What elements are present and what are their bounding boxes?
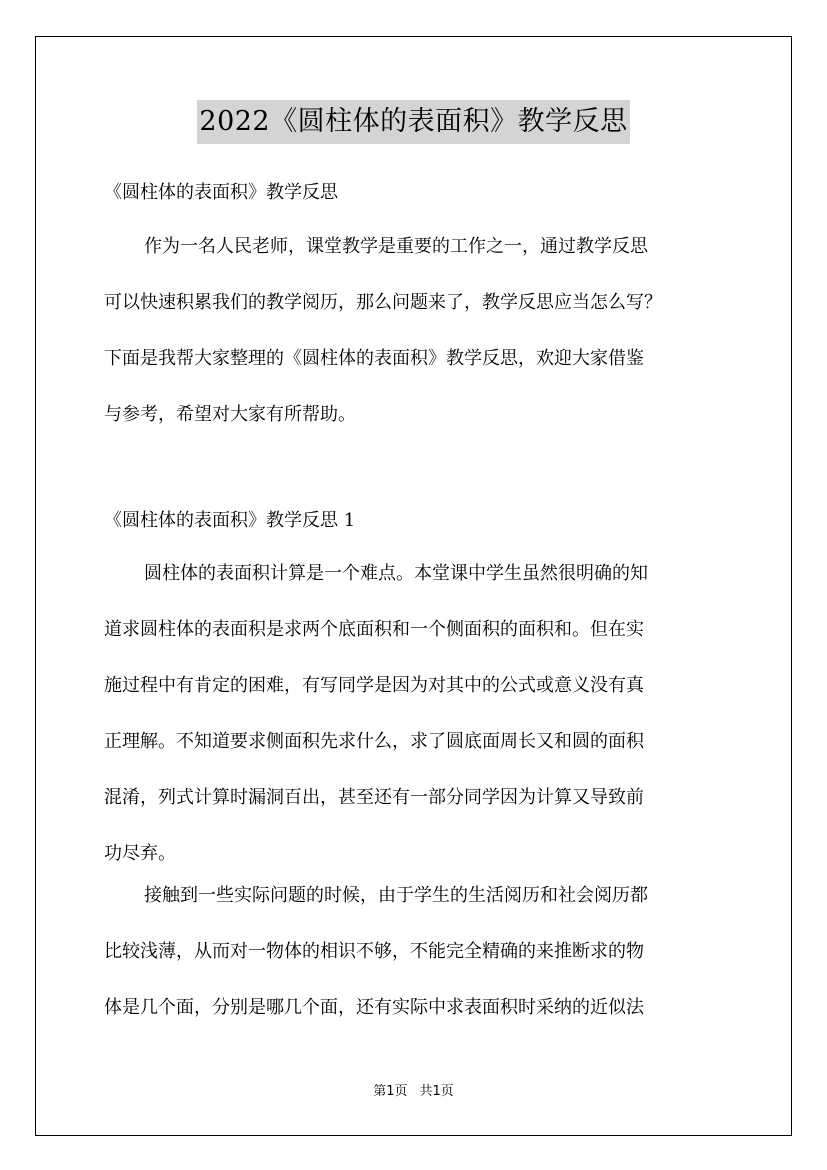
paragraph-line: 体是几个面，分别是哪几个面，还有实际中求表面积时采纳的近似法 [104,997,644,1018]
page-footer [0,1082,827,1102]
page-number-total: 共1页 [419,1084,454,1099]
paragraph-line: 正理解。不知道要求侧面积先求什么，求了圆底面周长又和圆的面积 [104,731,644,752]
document-title: 2022《圆柱体的表面积》教学反思 [197,100,629,144]
paragraph-line: 施过程中有肯定的困难，有写同学是因为对其中的公式或意义没有真 [104,675,644,696]
paragraph-line: 与参考，希望对大家有所帮助。 [104,404,356,425]
paragraph-line: 下面是我帮大家整理的《圆柱体的表面积》教学反思，欢迎大家借鉴 [104,348,644,369]
paragraph-line: 道求圆柱体的表面积是求两个底面积和一个侧面积的面积和。但在实 [104,619,644,640]
paragraph-line: 功尽弃。 [104,843,176,864]
paragraph-line: 可以快速积累我们的教学阅历，那么问题来了，教学反思应当怎么写？ [104,292,662,313]
paragraph-line: 接触到一些实际问题的时候，由于学生的生活阅历和社会阅历都 [144,885,648,906]
document-subtitle: 《圆柱体的表面积》教学反思 [104,182,338,203]
section-heading: 《圆柱体的表面积》教学反思 1 [104,510,356,531]
paragraph-line: 圆柱体的表面积计算是一个难点。本堂课中学生虽然很明确的知 [144,563,648,584]
page-number-current: 第1页 [373,1084,408,1099]
paragraph-line: 作为一名人民老师，课堂教学是重要的工作之一，通过教学反思 [144,236,648,257]
body-paragraph-2 [104,868,744,1036]
paragraph-line: 混淆，列式计算时漏洞百出，甚至还有一部分同学因为计算又导致前 [104,787,644,808]
paragraph-line: 比较浅薄，从而对一物体的相识不够，不能完全精确的来推断求的物 [104,941,644,962]
body-paragraph-1 [104,546,744,882]
intro-paragraph [104,219,744,443]
title-container [0,100,827,144]
